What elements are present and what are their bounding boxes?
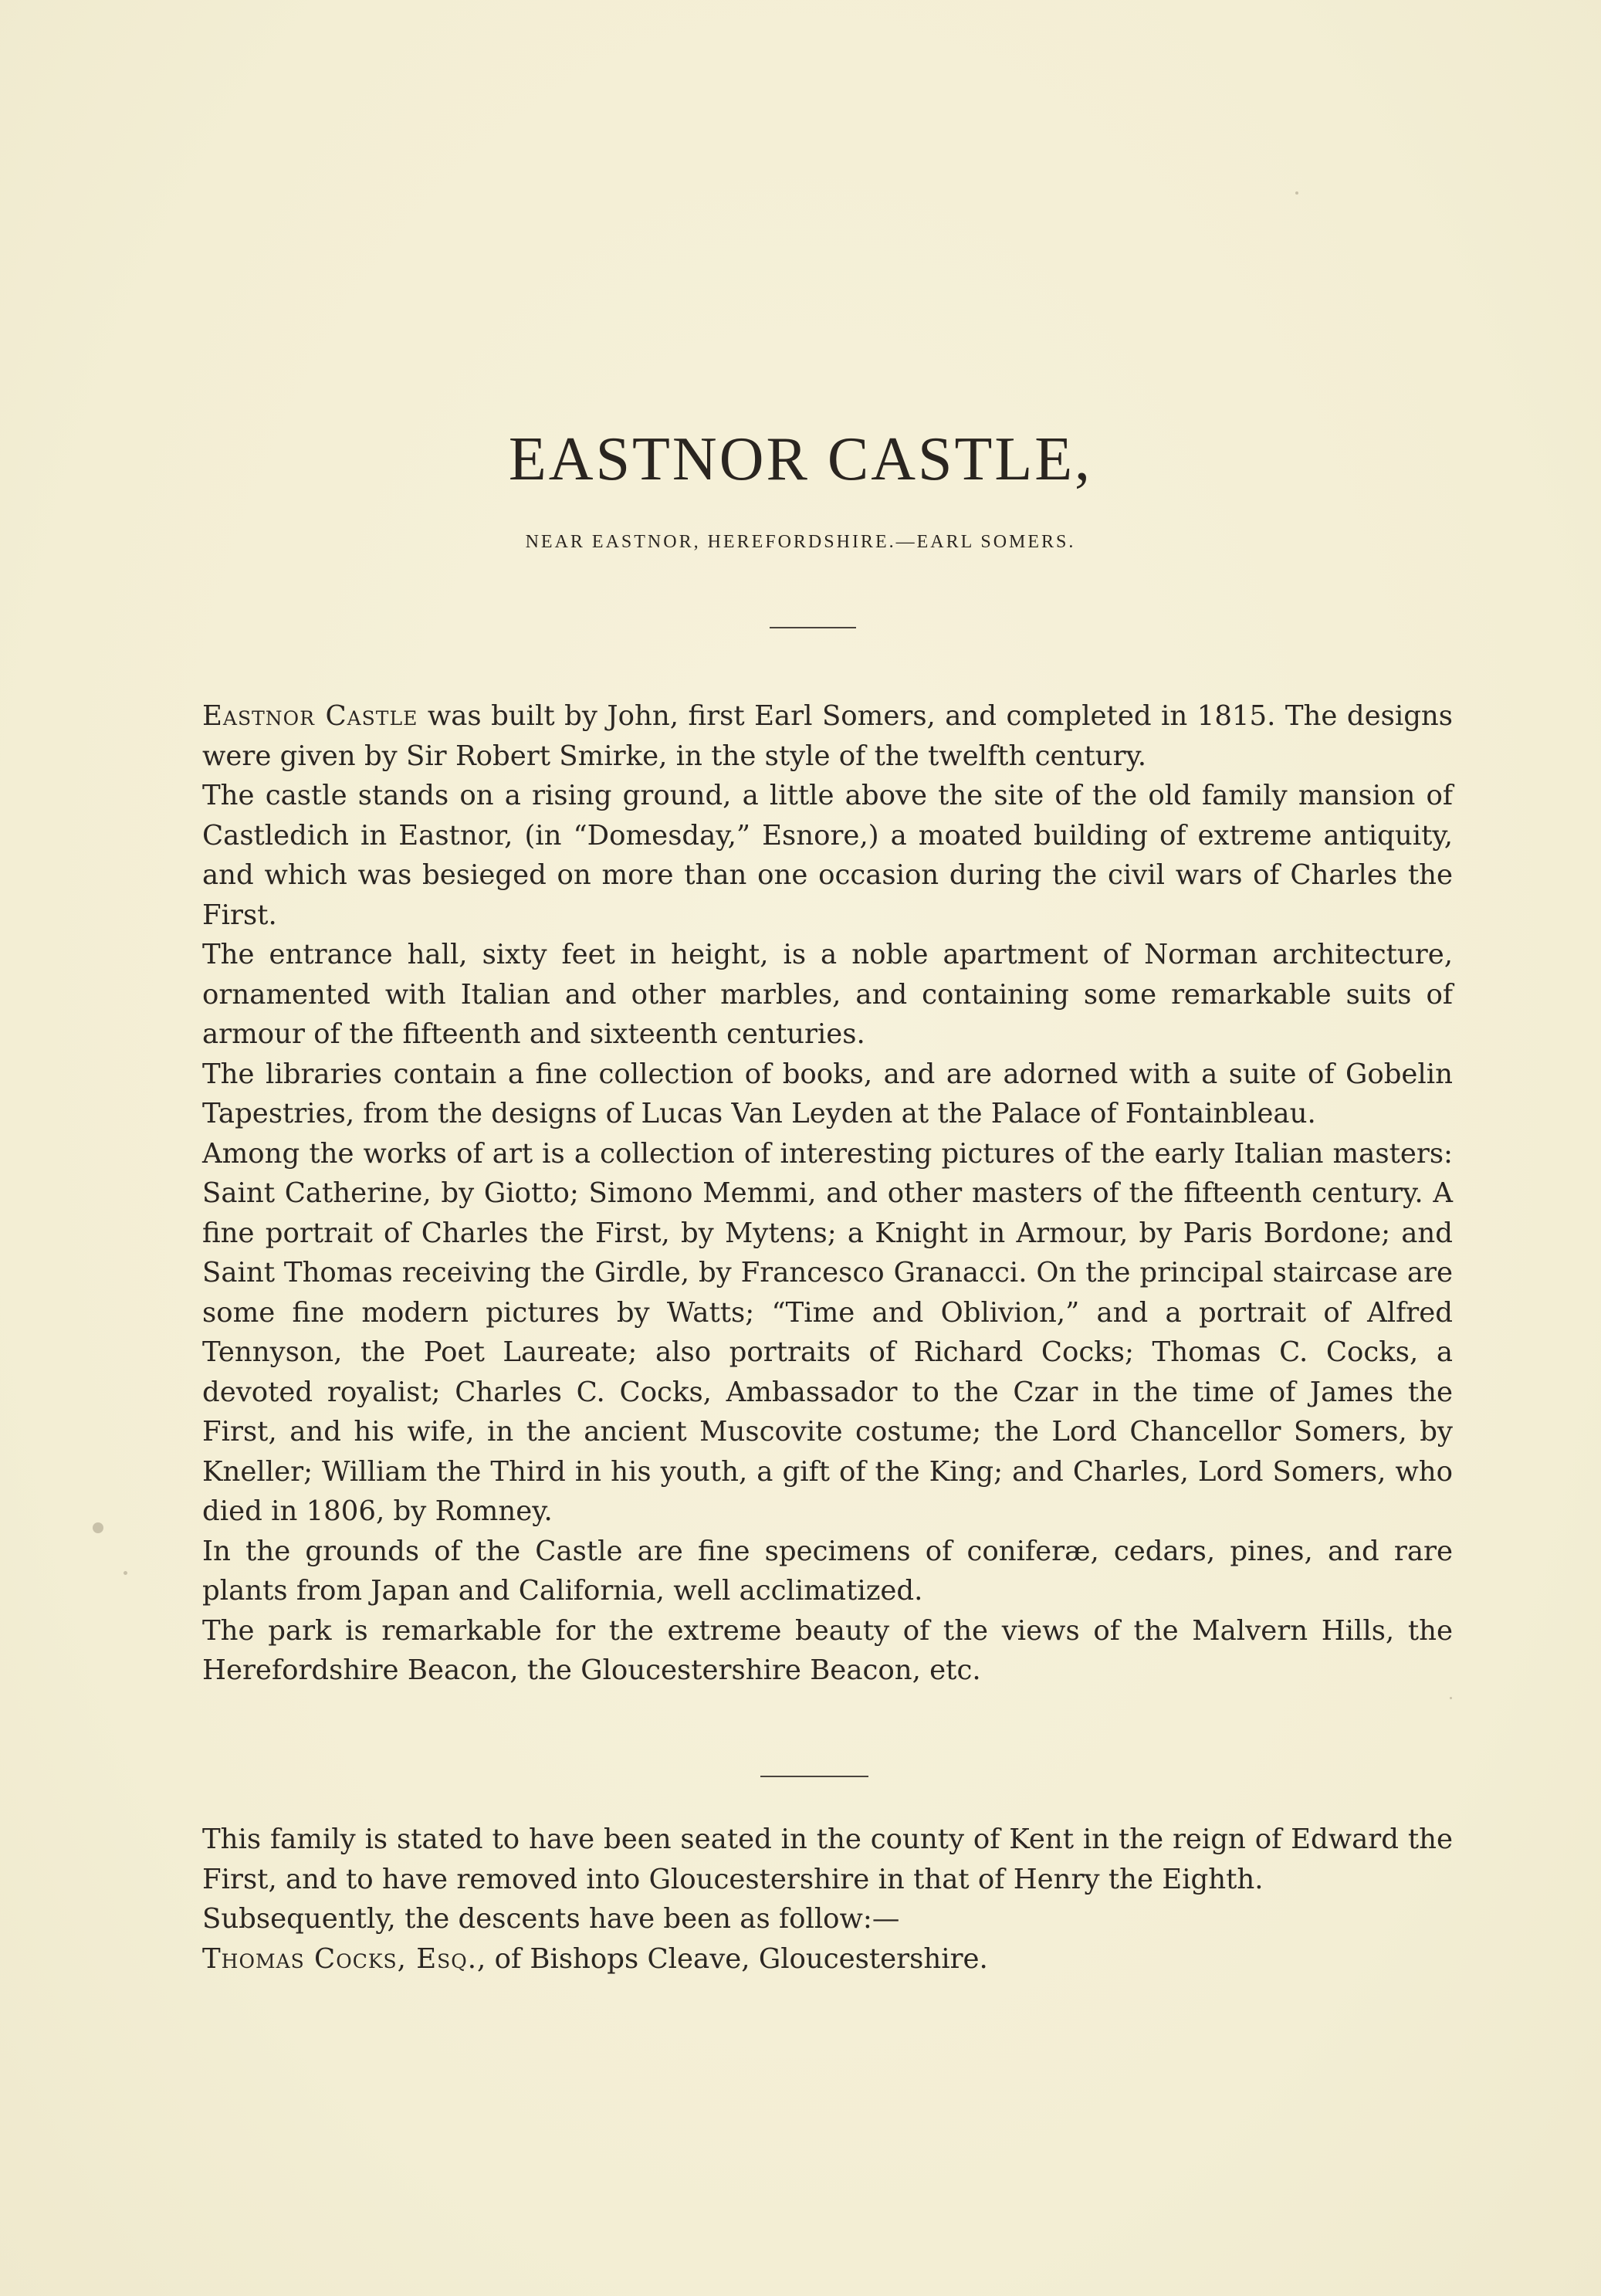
paper-speck xyxy=(93,1522,103,1533)
paragraph-descents: Subsequently, the descents have been as follow:— xyxy=(202,1903,900,1935)
family-history xyxy=(202,1820,1453,1979)
lead-small-caps: Thomas Cocks, Esq. xyxy=(202,1942,478,1975)
paragraph-libraries: The libraries contain a fine collection of books, and are adorned with a suite of Gobelin Tapestries, from the designs of Lucas Van Leyden at the Palace of Fontainbleau. xyxy=(202,1058,1453,1129)
paragraph-text: was built by John, first Earl Somers, and completed in 1815. The designs were given by Sir Robert Smirke, in the style of the twelfth century. xyxy=(202,700,1454,772)
paragraph-works-of-art: Among the works of art is a collection of interesting pictures of the early Italian masters: Saint Catherine, by Giotto; Simono Memmi, and other masters of the fifteenth century. A fine portrait of Charles the First, by Mytens; a Knight in Armour, by Paris Bordone; and Saint Thomas receiving the Girdle, by Francesco Granacci. On the principal staircase are some fine modern pictures by Watts; “Time and Oblivion,” and a portrait of Alfred Tennyson, the Poet Laureate; also portraits of Richard Cocks; Thomas C. Cocks, a devoted royalist; Charles C. Cocks, Ambassador to the Czar in the time of James the First, and his wife, in the ancient Muscovite costume; the Lord Chancellor Somers, by Kneller; William the Third in his youth, a gift of the King; and Charles, Lord Somers, who died in 1806, by Romney. xyxy=(202,1137,1453,1527)
paragraph-grounds: In the grounds of the Castle are fine specimens of coniferæ, cedars, pines, and rare plants from Japan and California, well acclimatized. xyxy=(202,1535,1453,1607)
paragraph-entrance-hall: The entrance hall, sixty feet in height, is a noble apartment of Norman architecture, ornamented with Italian and other marbles, and containing some remarkable suits of armour of the fifteenth and sixteenth centuries. xyxy=(202,939,1453,1050)
page-subtitle: NEAR EASTNOR, HEREFORDSHIRE.—EARL SOMERS. xyxy=(525,532,1076,552)
paper-speck xyxy=(1295,191,1298,195)
paragraph-site: The castle stands on a rising ground, a little above the site of the old family mansion of Castledich in Eastnor, (in “Domesday,” Esnore,) a moated building of extreme antiquity, and which was besieged on more than one occasion during the civil wars of Charles the First. xyxy=(202,780,1453,931)
paragraph-park: The park is remarkable for the extreme beauty of the views of the Malvern Hills, the Herefordshire Beacon, the Gloucestershire Beacon, etc. xyxy=(202,1614,1453,1686)
divider-rule-top xyxy=(770,627,856,628)
paragraph-construction xyxy=(202,696,1453,776)
paragraph-text: , of Bishops Cleave, Gloucestershire. xyxy=(477,1942,988,1975)
paragraph-first-descent xyxy=(202,1939,1453,1979)
lead-small-caps: Eastnor Castle xyxy=(202,700,418,732)
divider-rule-bottom xyxy=(760,1776,868,1777)
paper-speck xyxy=(124,1571,127,1575)
castle-description xyxy=(202,696,1453,1691)
paper-speck xyxy=(1450,1697,1452,1699)
paragraph-family-origin: This family is stated to have been seated in the county of Kent in the reign of Edward the First, and to have removed into Gloucestershire in that of Henry the Eighth. xyxy=(202,1824,1453,1895)
page-title: EASTNOR CASTLE, xyxy=(508,425,1093,493)
